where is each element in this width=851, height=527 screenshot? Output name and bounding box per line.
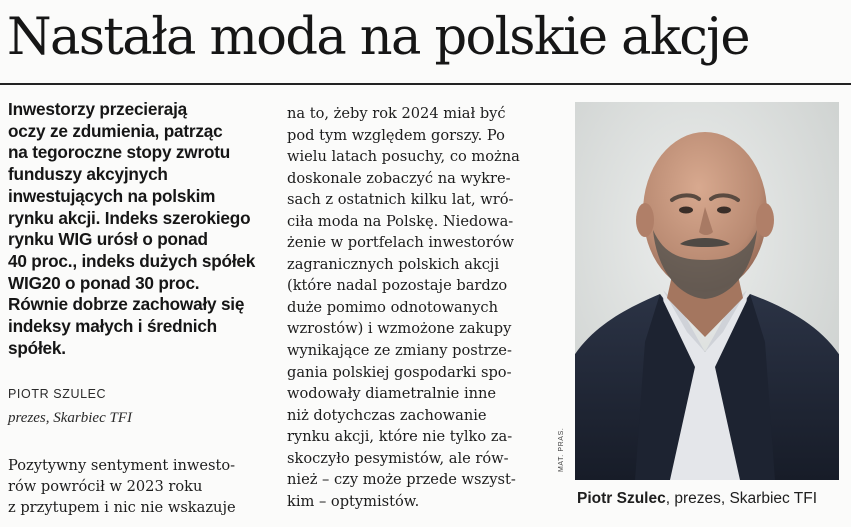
body-line: (które nadal pozostaje bardzo xyxy=(287,277,508,295)
lead-line: spółek. xyxy=(8,337,66,358)
lead-line: 40 proc., indeks dużych spółek xyxy=(8,250,256,271)
body-line: nież – czy może przede wszyst- xyxy=(287,471,516,489)
lead-line: WIG20 o ponad 30 proc. xyxy=(8,272,200,293)
body-line: ciła moda na Polskę. Niedowa- xyxy=(287,212,514,230)
body-line: pod tym względem gorszy. Po xyxy=(287,126,505,144)
body-line: kim – optymistów. xyxy=(287,492,420,510)
author-name: PIOTR SZULEC xyxy=(8,387,107,401)
eye-right xyxy=(717,207,731,214)
photo-credit: MAT. PRAS. xyxy=(558,427,565,472)
lead-line: inwestujących na polskim xyxy=(8,185,216,206)
headline-rule xyxy=(0,83,851,85)
caption-name: Piotr Szulec xyxy=(577,490,666,507)
lead-line: Równie dobrze zachowały się xyxy=(8,294,245,315)
body-line: na to, żeby rok 2024 miał być xyxy=(287,105,506,122)
body-line: rynku akcji, które nie tylko za- xyxy=(287,428,513,446)
lead-line: rynku akcji. Indeks szerokiego xyxy=(8,207,251,228)
lead-line: Inwestorzy przecierają xyxy=(8,99,188,119)
body-line: z przytupem i nic nie wskazuje xyxy=(8,499,236,516)
body-line: wzrostów) i wzmożone zakupy xyxy=(287,320,512,338)
body-line: żenie w portfelach inwestorów xyxy=(287,234,514,252)
article-lead xyxy=(8,99,273,359)
body-column-left xyxy=(8,455,276,518)
portrait-photo xyxy=(575,102,839,480)
lead-line: indeksy małych i średnich xyxy=(8,316,217,337)
body-line: skoczyło pesymistów, ale rów- xyxy=(287,449,509,467)
body-line: wynikające ze zmiany postrze- xyxy=(287,342,512,360)
lead-line: rynku WIG urósł o ponad xyxy=(8,229,208,250)
portrait-illustration xyxy=(575,102,839,480)
body-line: niż dotychczas zachowanie xyxy=(287,406,487,424)
lead-line: oczy ze zdumienia, patrząc xyxy=(8,120,223,141)
author-role: prezes, Skarbiec TFI xyxy=(8,410,132,426)
lead-line: funduszy akcyjnych xyxy=(8,164,168,185)
photo-caption xyxy=(577,490,817,508)
body-line: wodowały diametralnie inne xyxy=(287,385,497,403)
ear-right xyxy=(756,203,774,237)
body-line: wielu latach posuchy, co można xyxy=(287,148,520,166)
body-line: Pozytywny sentyment inwesto- xyxy=(8,457,236,474)
body-line: gania polskiej gospodarki spo- xyxy=(287,363,512,381)
body-line: duże pomimo odnotowanych xyxy=(287,298,498,316)
body-line: zagranicznych polskich akcji xyxy=(287,255,500,273)
body-line: sach z ostatnich kilku lat, wró- xyxy=(287,191,514,209)
body-line: rów powrócił w 2023 roku xyxy=(8,478,203,495)
body-column-middle xyxy=(287,103,555,512)
caption-role: , prezes, Skarbiec TFI xyxy=(665,490,818,507)
body-line: doskonale zobaczyć na wykre- xyxy=(287,169,511,187)
eye-left xyxy=(679,207,693,214)
article-headline: Nastała moda na polskie akcje xyxy=(7,8,749,67)
ear-left xyxy=(636,203,654,237)
lead-line: na tegoroczne stopy zwrotu xyxy=(8,142,231,163)
